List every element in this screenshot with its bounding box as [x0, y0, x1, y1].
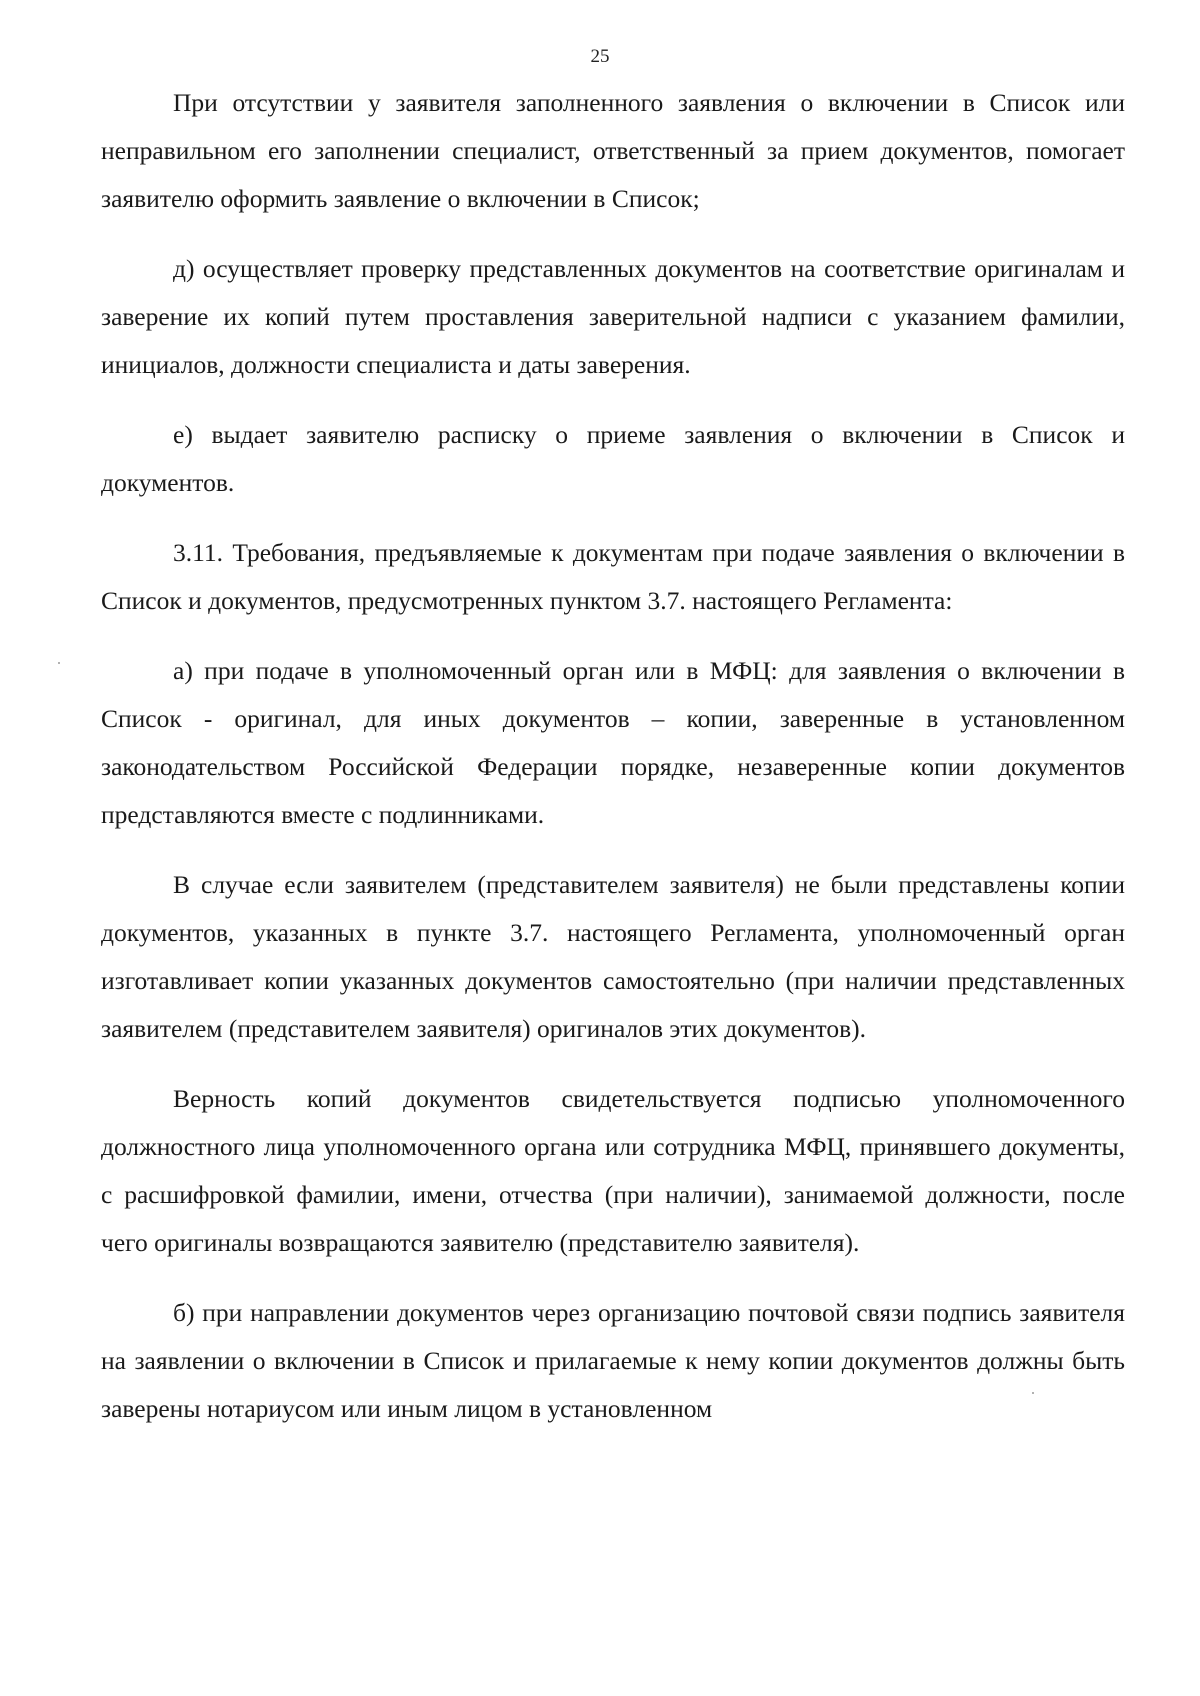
- paragraph-item-e: е) выдает заявителю расписку о приеме заявления о включении в Список и документов.: [101, 420, 1125, 497]
- paragraph-application-help: При отсутствии у заявителя заполненного заявления о включении в Список или неправильном его заполнении специалист, ответственный за прием документов, помогает заявителю оформить заявление о включении в Список;: [101, 88, 1125, 213]
- paragraph-item-a: а) при подаче в уполномоченный орган или в МФЦ: для заявления о включении в Список - оригинал, для иных документов – копии, заверенные в установленном законодательством Российской Федерации порядке, незаверенные копии документов представляются вместе с подлинниками.: [101, 656, 1125, 829]
- paragraph-section-3-11: 3.11. Требования, предъявляемые к документам при подаче заявления о включении в Список и документов, предусмотренных пунктом 3.7. настоящего Регламента:: [101, 538, 1125, 615]
- paragraph-copies-certification: Верность копий документов свидетельствуется подписью уполномоченного должностного лица уполномоченного органа или сотрудника МФЦ, принявшего документы, с расшифровкой фамилии, имени, отчества (при наличии), занимаемой должности, после чего оригиналы возвращаются заявителю (представителю заявителя).: [101, 1084, 1125, 1257]
- document-body: [101, 79, 1125, 1433]
- paragraph-item-b: б) при направлении документов через организацию почтовой связи подпись заявителя на заявлении о включении в Список и прилагаемые к нему копии документов должны быть заверены нотариусом или иным лицом в установленном: [101, 1298, 1125, 1423]
- scan-speck: [58, 662, 60, 664]
- scan-speck: [1032, 1392, 1034, 1394]
- paragraph-item-d: д) осуществляет проверку представленных документов на соответствие оригиналам и заверение их копий путем проставления заверительной надписи с указанием фамилии, инициалов, должности специалиста и даты заверения.: [101, 254, 1125, 379]
- paragraph-copies-not-provided: В случае если заявителем (представителем заявителя) не были представлены копии документов, указанных в пункте 3.7. настоящего Регламента, уполномоченный орган изготавливает копии указанных документов самостоятельно (при наличии представленных заявителем (представителем заявителя) оригиналов этих документов).: [101, 870, 1125, 1043]
- page-number: 25: [590, 46, 610, 67]
